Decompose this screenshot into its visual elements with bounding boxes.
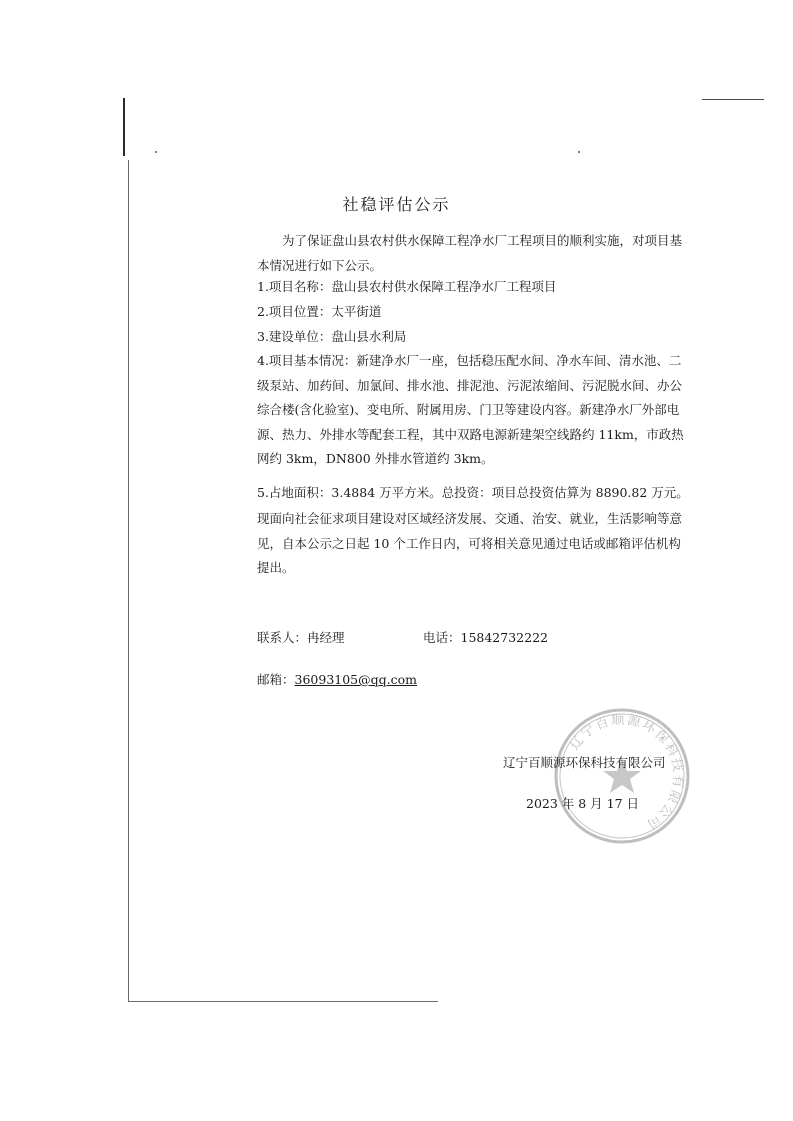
contact-email <box>257 670 417 690</box>
item-basic-info: 4.项目基本情况：新建净水厂一座，包括稳压配水间、净水车间、清水池、二级泵站、加药间、加氯间、排水池、排泥池、污泥浓缩间、污泥脱水间、办公综合楼(含化验室)、变电所、附属用房、门卫等建设内容。新建净水厂外部电源、热力、外排水等配套工程，其中双路电源新建架空线路约 11km，市政热网约 3km，DN800 外排水管道约 3km。 <box>257 353 684 466</box>
scan-frame-left <box>128 160 129 1002</box>
item-area-investment: 5.占地面积：3.4884 万平方米。总投资：项目总投资估算为 8890.82 万元。 <box>257 485 689 500</box>
issuer-company: 辽宁百顺源环保科技有限公司 <box>503 755 666 770</box>
document-title: 社稳评估公示 <box>342 195 451 214</box>
email-address[interactable]: 36093105@qq.com <box>294 672 417 687</box>
email-label: 邮箱： <box>257 672 295 687</box>
item-project-location: 2.项目位置：太平街道 <box>257 304 382 319</box>
intro-paragraph: 为了保证盘山县农村供水保障工程净水厂工程项目的顺利实施，对项目基本情况进行如下公示。 <box>257 233 683 273</box>
closing-paragraph: 现面向社会征求项目建设对区域经济发展、交通、治安、就业，生活影响等意见，自本公示之日起 10 个工作日内，可将相关意见通过电话或邮箱评估机构提出。 <box>257 511 683 575</box>
contact-phone: 电话：15842732222 <box>423 630 548 645</box>
item-project-name: 1.项目名称：盘山县农村供水保障工程净水厂工程项目 <box>257 279 557 294</box>
item-construction-unit: 3.建设单位：盘山县水利局 <box>257 329 407 344</box>
seal-text: 辽宁百顺源环保科技有限公司 <box>567 712 686 833</box>
issue-date: 2023 年 8 月 17 日 <box>526 796 640 811</box>
contact-person: 联系人：冉经理 <box>257 630 345 645</box>
scan-edge-mark <box>123 98 125 156</box>
scan-frame-bottom <box>128 1001 438 1002</box>
scan-speck <box>155 151 157 153</box>
scan-speck <box>578 151 580 153</box>
scan-edge-mark-top <box>702 99 764 100</box>
company-seal-icon <box>552 706 692 846</box>
